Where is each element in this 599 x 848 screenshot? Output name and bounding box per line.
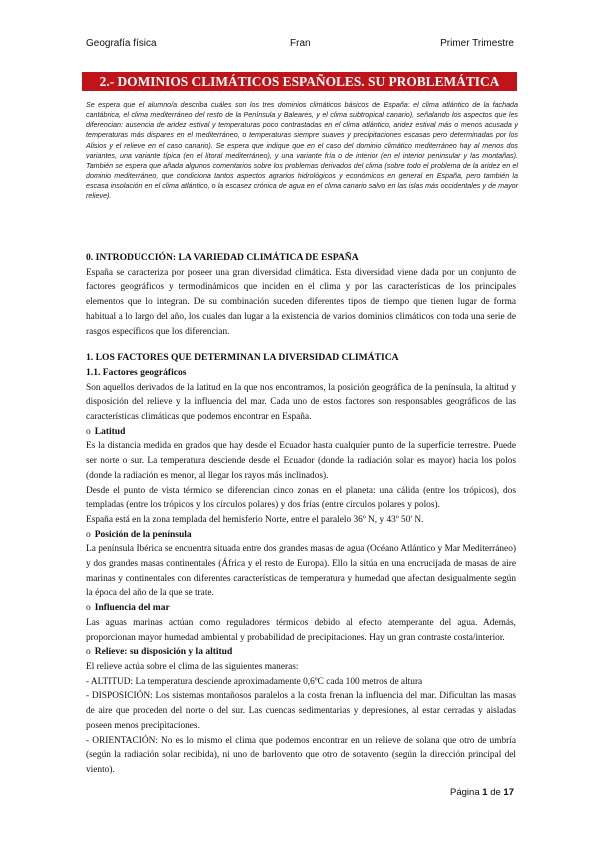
latitud-paragraph-1: Es la distancia medida en grados que hay desde el Ecuador hasta cualquier punto de la superficie terrestre. Puede ser norte o sur. La temperatura desciende desde el Ecuador (donde la radiación solar es mayor) hacia los polos (donde la radiación es menor, al llegar los rayos más inclinados). xyxy=(86,441,516,481)
page-header xyxy=(86,38,514,52)
footer-label: Página xyxy=(450,787,480,798)
relieve-intro: El relieve actúa sobre el clima de las siguientes maneras: xyxy=(86,661,299,672)
bullet-mar xyxy=(86,601,516,616)
header-subject: Geografía física xyxy=(86,38,157,49)
document-title: 2.- DOMINIOS CLIMÁTICOS ESPAÑOLES. SU PROBLEMÁTICA xyxy=(82,72,517,91)
relieve-heading: Relieve: su disposición y la altitud xyxy=(94,647,233,658)
footer-total-pages: 17 xyxy=(503,787,514,798)
footer-of: de xyxy=(490,787,501,798)
latitud-paragraph-3: España está en la zona templada del hemisferio Norte, entre el paralelo 36º N, y 43º 50' N. xyxy=(86,514,424,525)
section-1-heading: 1. LOS FACTORES QUE DETERMINAN LA DIVERSIDAD CLIMÁTICA xyxy=(86,352,399,364)
bullet-marker: o xyxy=(86,603,91,614)
header-term: Primer Trimestre xyxy=(440,38,514,49)
posicion-paragraph: La península Ibérica se encuentra situada entre dos grandes masas de agua (Océano Atlántico y Mar Mediterráneo) y dos grandes masas continentales (África y el resto de Europa). Ello la sitúa en una encrucijada de masas de aire marinas y continentales con diferentes características de temperatura y humedad que afectan desigualmente según la época del año de la que se trate. xyxy=(86,544,516,599)
page-footer xyxy=(450,787,514,798)
posicion-heading: Posición de la península xyxy=(94,529,192,540)
intro-paragraph: Se espera que el alumno/a describa cuáles son los tres dominios climáticos básicos de España: el clima atlántico de la fachada cantábrica, el clima mediterráneo del resto de la Península y Baleares, y el clima subtropical canario), señalando los aspectos que les diferencian: ausencia de aridez estival y temperaturas poco contrastadas en el clima atlántico, aridez estival más o menos acusada y temperaturas más dispares en el mediterráneo, o temperaturas siempre suaves y precipitaciones escasas pero determinadas por los Alisios y el relieve en el caso canario). Se espera que indique que en el caso del dominio climático mediterráneo hay al menos dos variantes, una variante típica (en el litoral mediterráneo), y una variante fría o de interior (en el interior peninsular y las montañas). También se espera que añada algunos comentarios sobre los problemas derivados del clima (sobre todo el problema de la aridez en el dominio mediterráneo, que condiciona tantos aspectos agrarios hidrológicos y económicos en general en España, pero también la escasa insolación en el clima atlántico, o la escasez crónica de agua en el clima canario salvo en las islas más occidentales y de mayor relieve). xyxy=(86,101,518,201)
mar-heading: Influencia del mar xyxy=(94,603,170,614)
bullet-marker: o xyxy=(86,529,91,540)
bullet-marker: o xyxy=(86,647,91,658)
section-0-heading: 0. INTRODUCCIÓN: LA VARIEDAD CLIMÁTICA DE ESPAÑA xyxy=(86,252,359,263)
footer-page-number: 1 xyxy=(482,787,488,798)
bullet-marker: o xyxy=(86,426,91,437)
bullet-latitud xyxy=(86,425,516,440)
section-0-text: España se caracteriza por poseer una gran diversidad climática. Esta diversidad viene dada por un conjunto de factores geográficos y termodinámicos que inciden en el clima y por las características de los principales elementos que lo integran. De su combinación suceden diferentes tipos de tiempo que tienen lugar de forma habitual a lo largo del año, los cuales dan lugar a la existencia de varios dominios climáticos con toda una serie de rasgos específicos que los diferencian. xyxy=(86,267,516,337)
document-body xyxy=(86,251,516,778)
latitud-paragraph-2: Desde el punto de vista térmico se diferencian cinco zonas en el planeta: una cálida (entre los trópicos), dos templadas (entre los trópicos y los círculos polares) y dos frías (entre círculos polares y polos). xyxy=(86,485,516,511)
relieve-orientacion: - ORIENTACIÓN: No es lo mismo el clima que podemos encontrar en un relieve de solana que otro de umbría (según la radiación solar recibida), ni uno de barlovento que otro de sotavento (según la dirección principal del viento). xyxy=(86,735,516,775)
section-1-1-text: Son aquellos derivados de la latitud en la que nos encontramos, la posición geográfica de la península, la altitud y disposición del relieve y la influencia del mar. Cada uno de estos factores son responsables geográficos de las características climáticas que podemos encontrar en España. xyxy=(86,382,516,423)
mar-paragraph: Las aguas marinas actúan como reguladores térmicos debido al efecto atemperante del agua. Además, proporcionan mayor humedad ambiental y probabilidad de precipitaciones. Hay un gran contraste costa/interior. xyxy=(86,617,516,643)
relieve-altitud: - ALTITUD: La temperatura desciende aproximadamente 0,6ºC cada 100 metros de altura xyxy=(86,676,423,687)
bullet-posicion xyxy=(86,528,516,543)
section-1-1-heading: 1.1. Factores geográficos xyxy=(86,366,187,378)
header-author: Fran xyxy=(290,38,311,49)
latitud-heading: Latitud xyxy=(94,426,126,437)
bullet-relieve xyxy=(86,645,516,660)
relieve-disposicion: - DISPOSICIÓN: Los sistemas montañosos paralelos a la costa frenan la influencia del mar. Dificultan las masas de aire que proceden del norte o del sur. Las cuencas sedimentarias y depresiones, al estar cerradas y aisladas poseen menos precipitaciones. xyxy=(86,691,516,731)
